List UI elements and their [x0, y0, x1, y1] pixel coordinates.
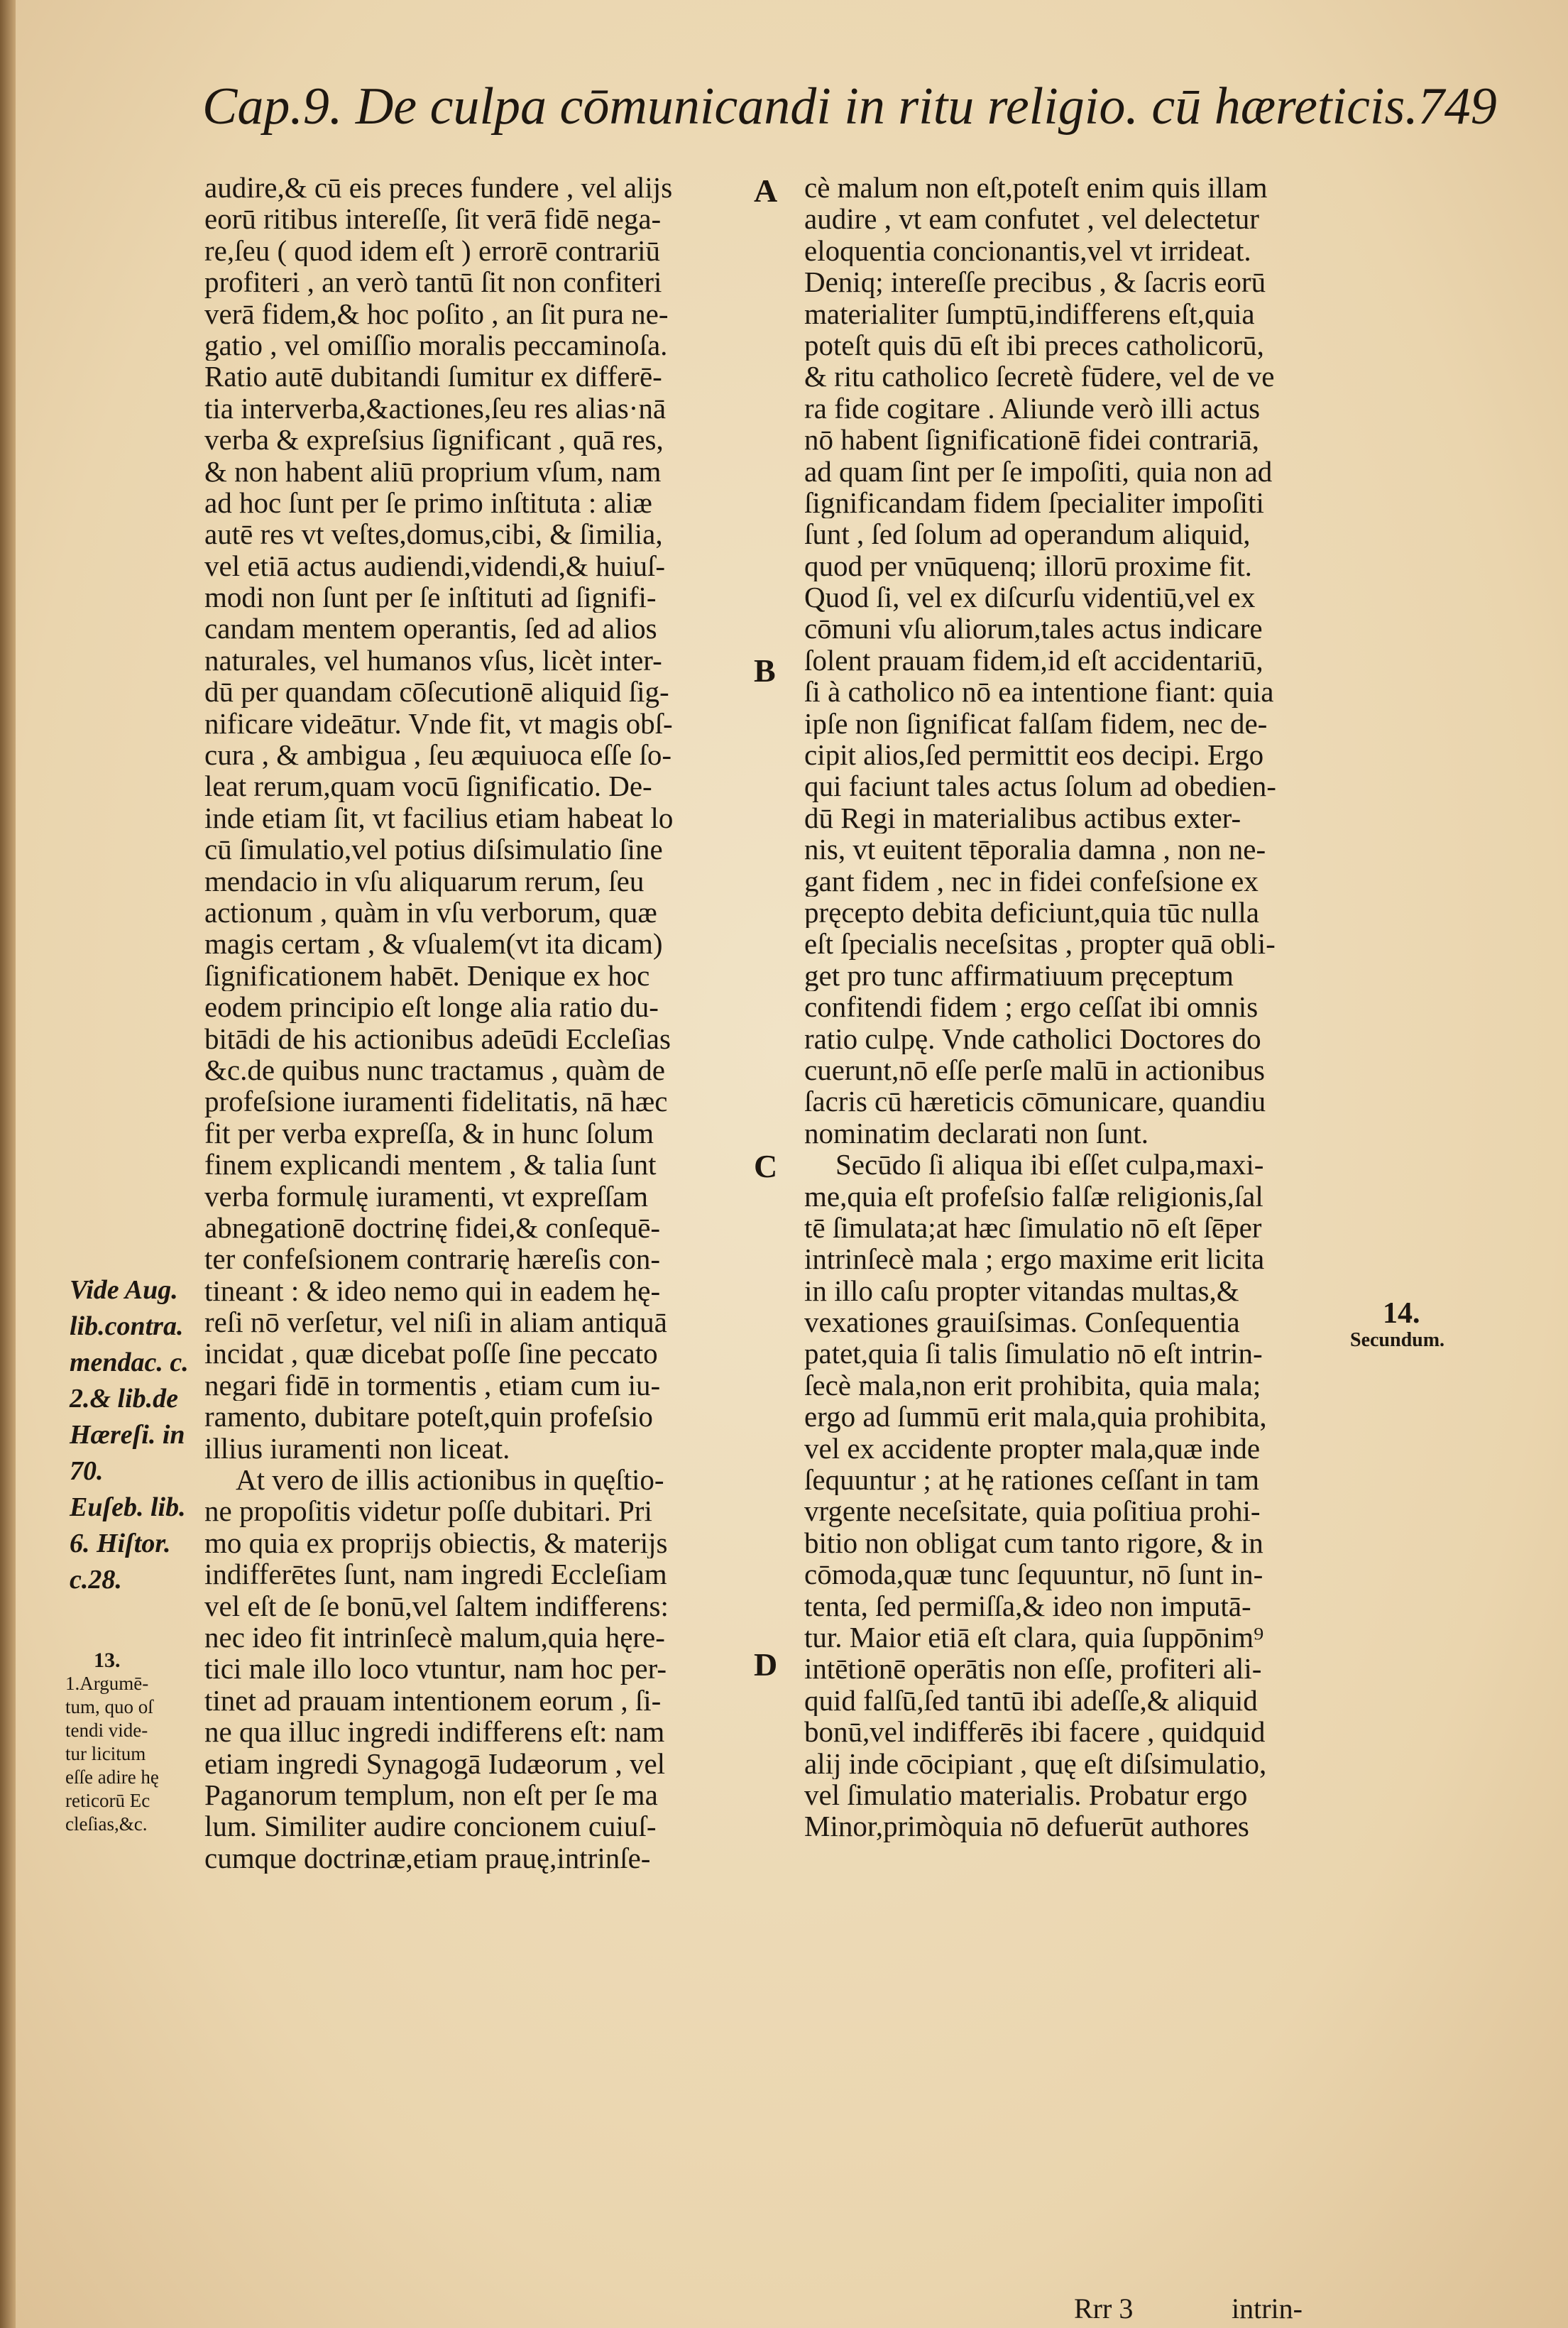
text-line: quod per vnūquenq; illorū proxime fit.: [804, 550, 1252, 582]
text-line: dū Regi in materialibus actibus exter-: [804, 802, 1241, 834]
text-line: tur. Maior etiā eſt clara, quia ſuppōnim⁹: [804, 1621, 1264, 1654]
text-line: cū ſimulatio,vel potius diſsimulatio ſine: [204, 834, 663, 865]
text-line: cuerunt,nō eſſe perſe malū in actionibus: [804, 1054, 1265, 1086]
text-line: incidat , quæ dicebat poſſe ſine peccato: [204, 1338, 658, 1370]
text-line: At vero de illis actionibus in quęſtio-: [236, 1464, 664, 1496]
text-line: get pro tunc affirmatiuum pręceptum: [804, 959, 1234, 992]
margin-note-line: 70.: [70, 1456, 104, 1486]
text-line: materialiter ſumptū,indifferens eſt,quia: [804, 297, 1255, 329]
text-line: illius iuramenti non liceat.: [204, 1432, 510, 1465]
text-line: naturales, vel humanos vſus, licèt inter-: [204, 644, 662, 677]
text-line: vel etiā actus audiendi,videndi,& huiuſ-: [204, 550, 665, 582]
text-line: ne qua illuc ingredi indifferens eſt: nam: [204, 1716, 665, 1748]
text-line: cōmuni vſu aliorum,tales actus indicare: [804, 613, 1263, 645]
text-line: ſequuntur ; at hę rationes ceſſant in tam: [804, 1464, 1259, 1496]
text-line: tici male illo loco vtuntur, nam hoc per-: [204, 1653, 667, 1685]
text-line: cipit alios,ſed permittit eos decipi. Ergo: [804, 739, 1264, 771]
section-letter-b: B: [754, 652, 776, 689]
text-line: qui faciunt tales actus ſolum ad obedien-: [804, 770, 1276, 802]
margin-note-line: Euſeb. lib.: [70, 1492, 186, 1522]
text-line: finem explicandi mentem , & talia ſunt: [204, 1149, 657, 1181]
text-line: tia interverba,&actiones,ſeu res alias·nā: [204, 392, 667, 425]
text-line: Ratio autē dubitandi ſumitur ex differē-: [204, 361, 662, 393]
section-letter-a: A: [754, 173, 778, 209]
text-line: ſignificationem habēt. Denique ex hoc: [204, 959, 650, 992]
text-line: Paganorum templum, non eſt per ſe ma: [204, 1778, 658, 1811]
text-line: actionum , quàm in vſu verborum, quæ: [204, 896, 657, 929]
text-line: cumque doctrinæ,etiam prauę,intrinſe-: [204, 1842, 651, 1874]
text-line: ad quam ſint per ſe impoſiti, quia non ad: [804, 455, 1273, 487]
text-line: ſacris cū hæreticis cōmunicare, quandiu: [804, 1086, 1266, 1117]
margin-note-reference: [70, 1272, 189, 1598]
text-line: intētionē operātis non eſſe, profiteri ali-: [804, 1653, 1262, 1685]
text-line: quid falſū,ſed tantū ibi adeſſe,& aliquid: [804, 1684, 1258, 1717]
text-line: nō habent ſignificationē fidei contrariā,: [804, 424, 1259, 456]
text-line: ra fide cogitare . Aliunde verò illi actus: [804, 392, 1261, 425]
text-line: intrinſecè mala ; ergo maxime erit licita: [804, 1243, 1265, 1275]
text-line: cura , & ambigua , ſeu æquiuoca eſſe ſo-: [204, 739, 672, 771]
text-line: gatio , vel omiſſio moralis peccaminoſa.: [204, 329, 668, 361]
text-line: verā fidem,& hoc poſito , an ſit pura ne-: [204, 297, 669, 329]
margin-note-line: reticorū Ec: [65, 1790, 150, 1811]
text-line: mendacio in vſu aliquarum rerum, ſeu: [204, 865, 645, 897]
text-line: cè malum non eſt,poteſt enim quis illam: [804, 172, 1268, 204]
text-line: profiteri , an verò tantū ſit non confiteri: [204, 266, 662, 298]
text-line: tineant : & ideo nemo qui in eadem hę-: [204, 1274, 661, 1307]
margin-note-line: mendac. c.: [70, 1348, 189, 1377]
text-line: bitio non obligat cum tanto rigore, & in: [804, 1526, 1263, 1559]
text-line: modi non ſunt per ſe inſtituti ad ſignifi-: [204, 581, 657, 613]
text-line: bitādi de his actionibus adeūdi Eccleſias: [204, 1022, 671, 1054]
text-line: me,quia eſt profeſsio falſæ religionis,ſal: [804, 1180, 1263, 1212]
text-line: ter confeſsionem contrarię hæreſis con-: [204, 1243, 661, 1275]
text-line: nominatim declarati non ſunt.: [804, 1117, 1149, 1149]
text-line: candam mentem operantis, ſed ad alios: [204, 613, 657, 645]
text-line: & ritu catholico ſecretè fūdere, vel de ve: [804, 361, 1275, 393]
margin-note-line: 1.Argumē-: [65, 1673, 149, 1694]
margin-note-line: Hæreſi. in: [70, 1420, 185, 1450]
text-line: cōmoda,quæ tunc ſequuntur, nō ſunt in-: [804, 1558, 1263, 1590]
text-line: ratio culpę. Vnde catholici Doctores do: [804, 1022, 1261, 1054]
text-line: vel ſimulatio materialis. Probatur ergo: [804, 1778, 1248, 1811]
margin-section-number: 14.: [1383, 1297, 1420, 1330]
text-line: verba & expreſsius ſignificant , quā res,: [204, 424, 664, 456]
text-line: ſecè mala,non erit prohibita, quia mala;: [804, 1369, 1261, 1401]
text-line: ergo ad ſummū erit mala,quia prohibita,: [804, 1401, 1267, 1433]
right-text-column: [804, 172, 1344, 1842]
text-line: alij inde cōcipiant , quę eſt diſsimulatio,: [804, 1747, 1267, 1779]
text-line: mo quia ex proprijs obiectis, & materijs: [204, 1526, 668, 1559]
text-line: in illo caſu propter vitandas multas,&: [804, 1274, 1239, 1307]
text-line: eorū ritibus intereſſe, ſit verā fidē nega-: [204, 203, 662, 235]
section-letter-d: D: [754, 1646, 778, 1683]
text-line: eloquentia concionantis,vel vt irrideat.: [804, 234, 1251, 267]
margin-note-line: 2.& lib.de: [70, 1384, 179, 1414]
text-line: abnegationē doctrinę fidei,& conſequē-: [204, 1211, 661, 1244]
text-line: etiam ingredi Synagogā Iudæorum , vel: [204, 1747, 666, 1779]
catchword: intrin-: [1232, 2293, 1303, 2324]
text-line: magis certam , & vſualem(vt ita dicam): [204, 928, 663, 960]
text-line: Quod ſi, vel ex diſcurſu videntiū,vel ex: [804, 581, 1256, 613]
text-line: nis, vt euitent tēporalia damna , non ne-: [804, 834, 1266, 865]
text-line: nec ideo fit intrinſecè malum,quia hęre-: [204, 1621, 665, 1654]
text-line: Minor,primòquia nō defuerūt authores: [804, 1810, 1249, 1842]
text-line: eodem principio eſt longe alia ratio du-: [204, 991, 659, 1023]
text-line: fit per verba expreſſa, & in hunc ſolum: [204, 1117, 654, 1149]
text-line: gant fidem , nec in fidei confeſsione ex: [804, 865, 1259, 897]
text-line: vel eſt de ſe bonū,vel ſaltem indifferens:: [204, 1590, 669, 1622]
text-line: ſunt , ſed ſolum ad operandum aliquid,: [804, 518, 1251, 550]
margin-note-line: tur licitum: [65, 1743, 146, 1764]
margin-note-line: lib.contra.: [70, 1311, 184, 1341]
text-line: ſignificandam fidem ſpecialiter impoſiti: [804, 486, 1264, 519]
text-line: patet,quia ſi talis ſimulatio nō eſt intrin-: [804, 1338, 1263, 1370]
signature-mark: Rrr 3: [1074, 2293, 1134, 2324]
text-line: bonū,vel indifferēs ibi facere , quidquid: [804, 1716, 1266, 1748]
text-line: vrgente neceſsitate, quia poſitiua prohi-: [804, 1495, 1261, 1527]
margin-note-line: 6. Hiſtor.: [70, 1529, 171, 1558]
margin-note-line: c.28.: [70, 1565, 122, 1595]
text-line: nificare videātur. Vnde fit, vt magis obſ-: [204, 707, 673, 740]
margin-note-line: tendi vide-: [65, 1720, 148, 1741]
text-line: verba formulę iuramenti, vt expreſſam: [204, 1180, 649, 1212]
text-line: vel ex accidente propter mala,quæ inde: [804, 1432, 1261, 1465]
text-line: Deniq; intereſſe precibus , & ſacris eorū: [804, 266, 1266, 298]
text-line: dū per quandam cōſecutionē aliquid ſig-: [204, 676, 669, 708]
margin-note-argument: [65, 1649, 159, 1836]
running-header: Cap.9. De culpa cōmunicandi in ritu religio. cū hæreticis.749: [202, 77, 1497, 136]
text-line: &c.de quibus nunc tractamus , quàm de: [204, 1054, 665, 1086]
text-line: reſi nō verſetur, vel niſi in aliam antiquā: [204, 1306, 667, 1338]
text-line: pręcepto debita deficiunt,quia tūc nulla: [804, 896, 1259, 929]
text-line: & non habent aliū proprium vſum, nam: [204, 455, 662, 487]
text-line: Secūdo ſi aliqua ibi eſſet culpa,maxi-: [835, 1149, 1264, 1181]
binding-gutter: [0, 0, 16, 2328]
margin-note-line: Vide Aug.: [70, 1275, 178, 1305]
text-line: ramento, dubitare poteſt,quin profeſsio: [204, 1401, 653, 1433]
text-line: negari fidē in tormentis , etiam cum iu-: [204, 1369, 661, 1401]
text-line: lum. Similiter audire concionem cuiuſ-: [204, 1810, 657, 1842]
margin-note-line: cleſias,&c.: [65, 1813, 148, 1835]
text-line: audire,& cū eis preces fundere , vel alijs: [204, 172, 673, 204]
text-line: ſi à catholico nō ea intentione fiant: quia: [804, 676, 1274, 708]
text-line: indifferētes ſunt, nam ingredi Eccleſiam: [204, 1558, 667, 1590]
margin-note-line: eſſe adire hę: [65, 1766, 159, 1788]
margin-note-line: tum, quo oſ: [65, 1696, 153, 1717]
text-line: tenta, ſed permiſſa,& ideo non imputā-: [804, 1590, 1251, 1622]
text-line: re,ſeu ( quod idem eſt ) errorē contrariū: [204, 234, 661, 267]
margin-note-number: 13.: [94, 1649, 121, 1672]
text-line: confitendi fidem ; ergo ceſſat ibi omnis: [804, 991, 1259, 1023]
margin-section-label: Secundum.: [1350, 1329, 1445, 1351]
text-line: ad hoc ſunt per ſe primo inſtituta : aliæ: [204, 486, 652, 519]
text-line: vexationes grauiſsimas. Conſequentia: [804, 1306, 1240, 1338]
text-line: ſolent prauam fidem,id eſt accidentariū,: [804, 644, 1263, 677]
text-line: audire , vt eam confutet , vel delectetur: [804, 203, 1259, 235]
text-line: tē ſimulata;at hæc ſimulatio nō eſt ſēper: [804, 1211, 1262, 1244]
text-line: tinet ad prauam intentionem eorum , ſi-: [204, 1684, 662, 1717]
text-line: leat rerum,quam vocū ſignificatio. De-: [204, 770, 652, 802]
text-line: autē res vt veſtes,domus,cibi, & ſimilia,: [204, 518, 663, 550]
text-line: ne propoſitis videtur poſſe dubitari. Pri: [204, 1495, 652, 1527]
text-line: ipſe non ſignificat falſam fidem, nec de-: [804, 707, 1268, 740]
left-text-column: [204, 172, 758, 1874]
text-line: profeſsione iuramenti fidelitatis, nā hæc: [204, 1086, 668, 1117]
text-line: inde etiam ſit, vt facilius etiam habeat lo: [204, 802, 674, 834]
text-line: eſt ſpecialis neceſsitas , propter quā obli-: [804, 928, 1276, 960]
text-line: poteſt quis dū eſt ibi preces catholicorū,: [804, 329, 1264, 361]
section-letter-c: C: [754, 1148, 778, 1184]
